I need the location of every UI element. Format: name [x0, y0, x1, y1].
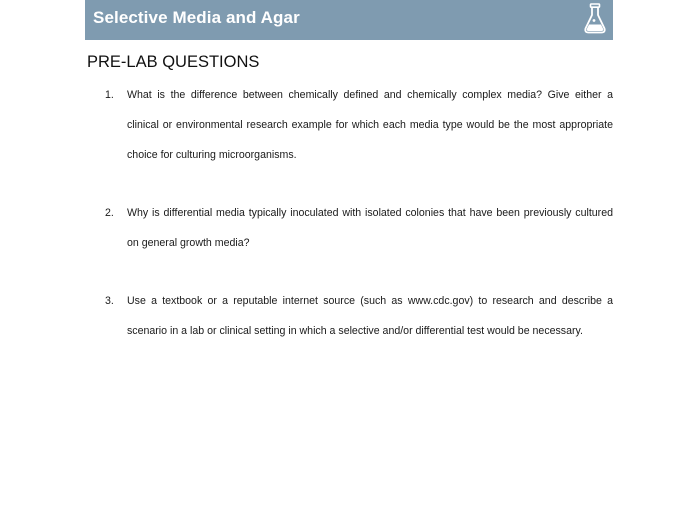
- list-item: [105, 80, 613, 170]
- question-number: 3.: [105, 295, 114, 307]
- question-number: 1.: [105, 89, 114, 101]
- question-text: Use a textbook or a reputable internet source (such as www.cdc.gov) to research and describe a scenario in a lab or clinical setting in which a selective and/or differential test would be necessary.: [127, 295, 613, 337]
- list-item: [105, 198, 613, 258]
- question-number: 2.: [105, 207, 114, 219]
- list-item: [105, 286, 613, 346]
- question-text: Why is differential media typically inoculated with isolated colonies that have been previously cultured on general growth media?: [127, 207, 613, 249]
- section-title: PRE-LAB QUESTIONS: [87, 53, 260, 71]
- page-title: Selective Media and Agar: [93, 8, 300, 27]
- question-text: What is the difference between chemically defined and chemically complex media? Give either a clinical or environmental research example for which each media type would be the most appropriate choice for culturing microorganisms.: [127, 89, 613, 161]
